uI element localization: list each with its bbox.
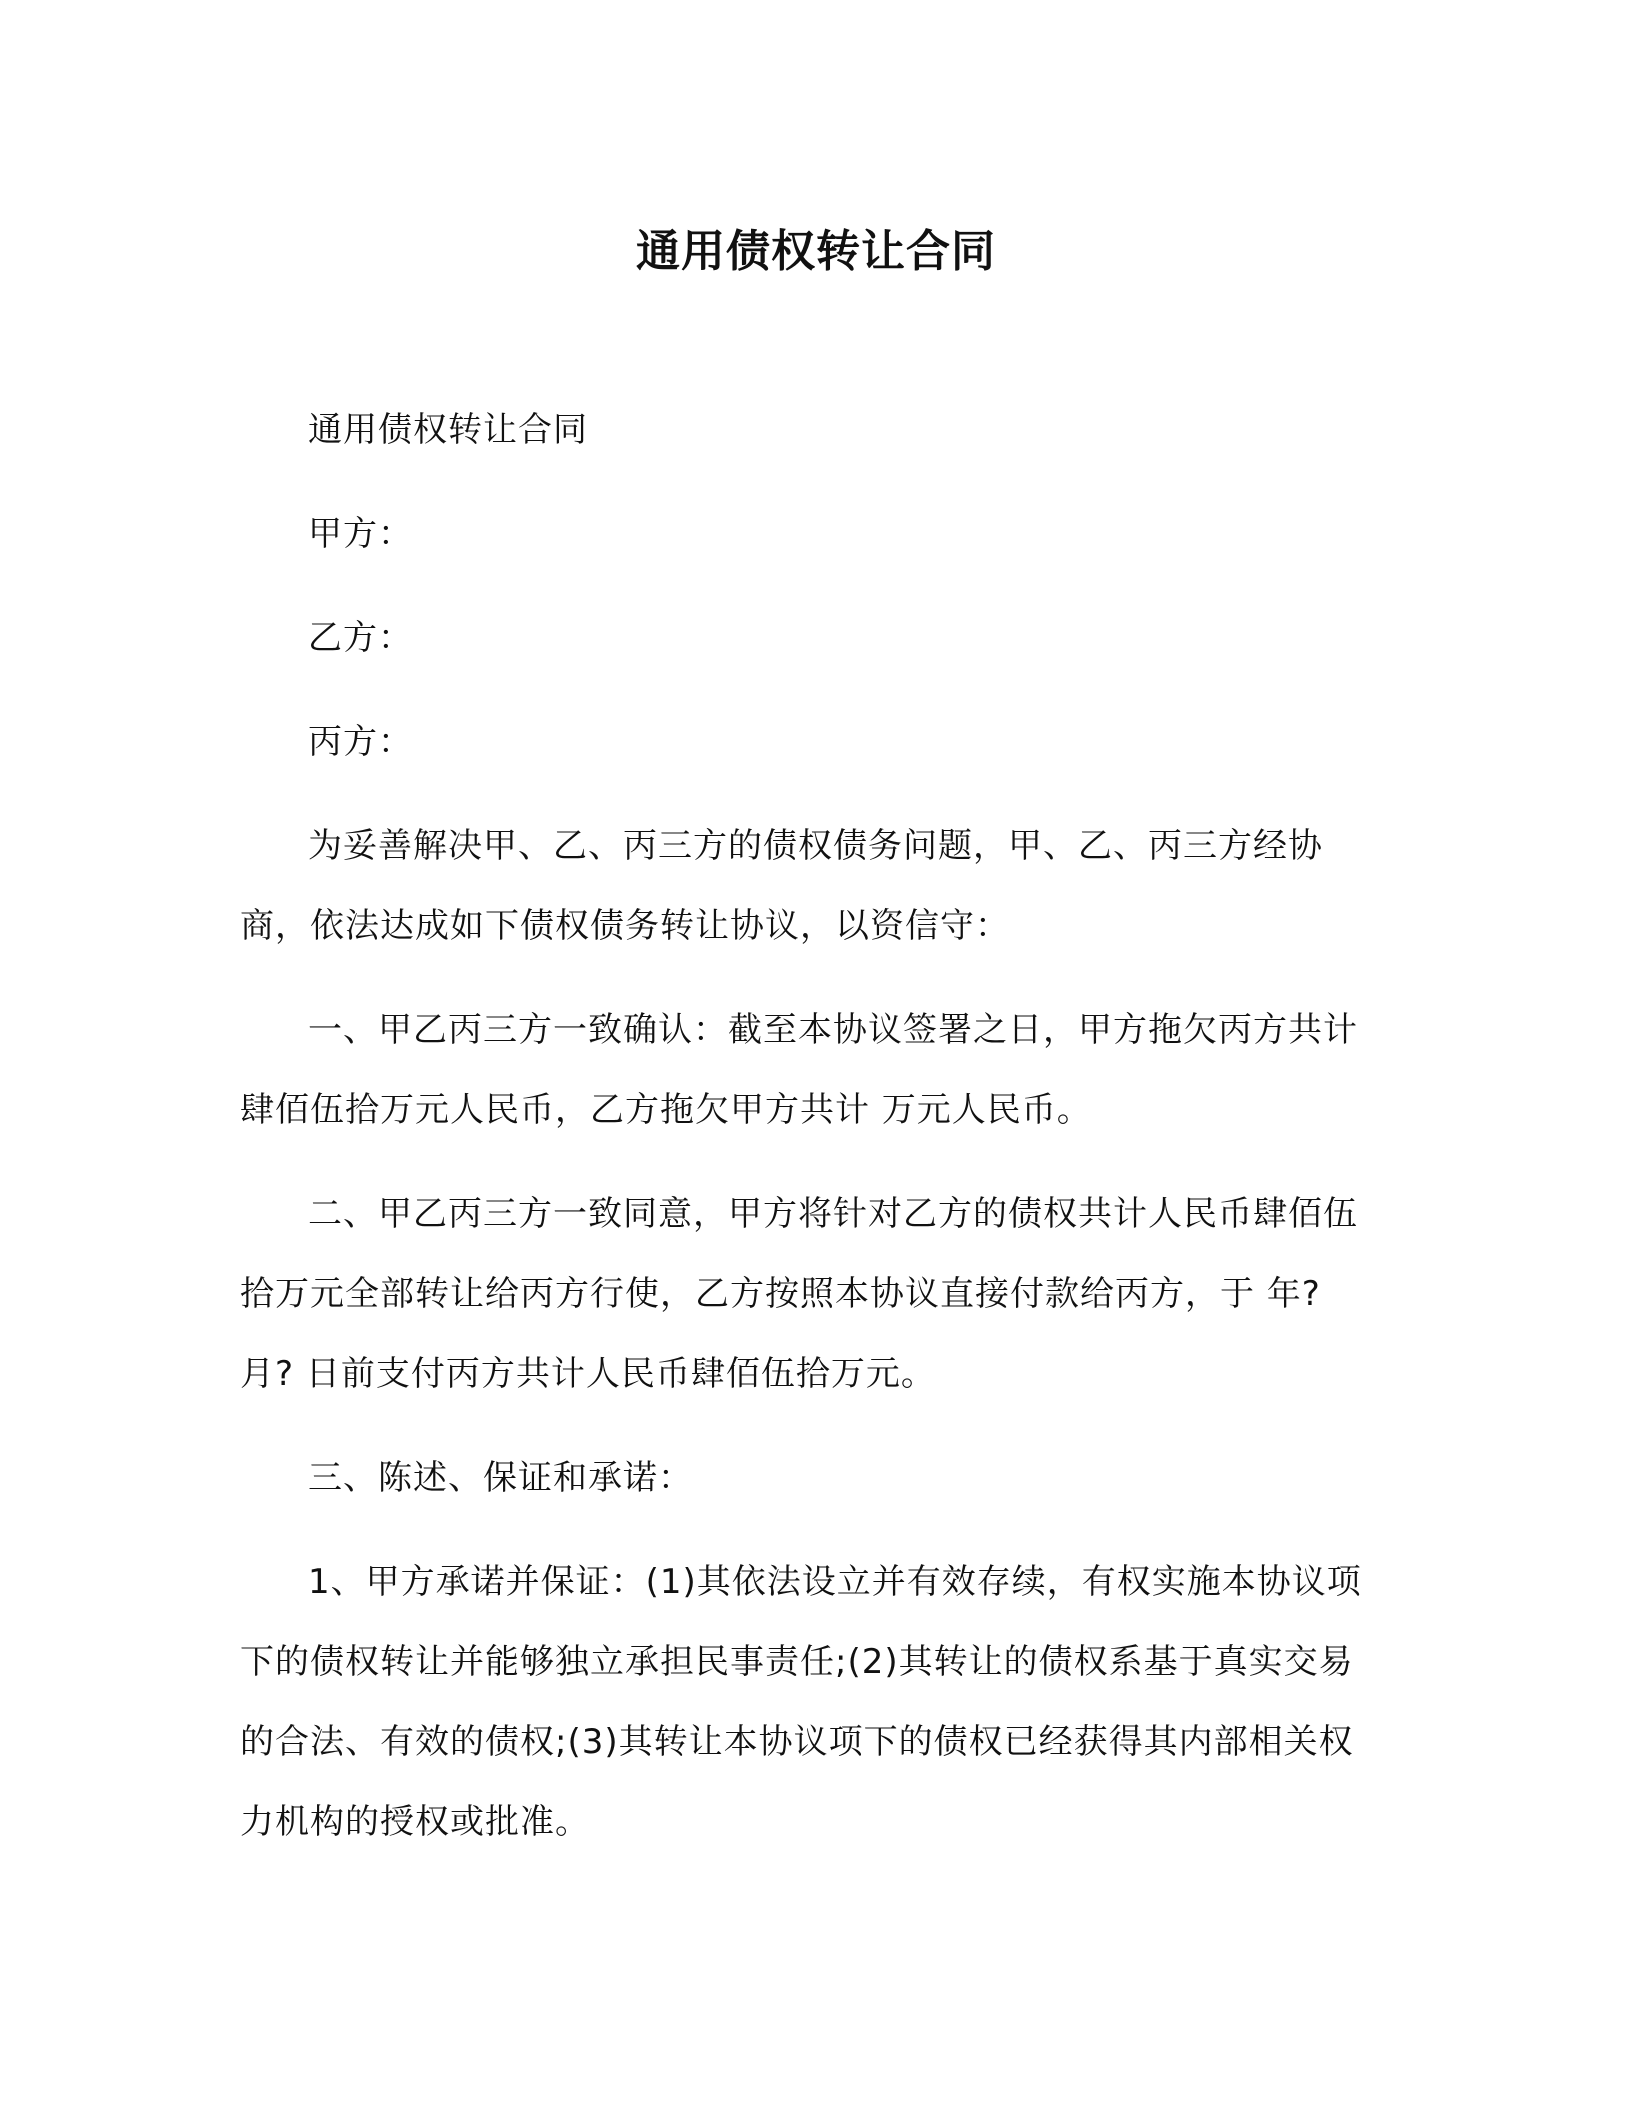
document-body	[240, 390, 1372, 1886]
party-c-field: 丙方：	[308, 722, 413, 762]
clause-2-paragraph: 二、甲乙丙三方一致同意，甲方将针对乙方的债权共计人民币肆佰伍拾万元全部转让给丙方行使，乙方按照本协议直接付款给丙方，于 年? 月? 日前支付丙方共计人民币肆佰伍拾万元。	[240, 1194, 1358, 1394]
clause-3-1-paragraph: 1、甲方承诺并保证：(1)其依法设立并有效存续，有权实施本协议项下的债权转让并能够独立承担民事责任;(2)其转让的债权系基于真实交易的合法、有效的债权;(3)其转让本协议项下的债权已经获得其内部相关权力机构的授权或批准。	[240, 1562, 1362, 1842]
party-b-field: 乙方：	[308, 618, 413, 658]
clause-1-paragraph: 一、甲乙丙三方一致确认：截至本协议签署之日，甲方拖欠丙方共计肆佰伍拾万元人民币，乙方拖欠甲方共计 万元人民币。	[240, 1010, 1358, 1130]
preamble-paragraph: 为妥善解决甲、乙、丙三方的债权债务问题，甲、乙、丙三方经协商，依法达成如下债权债务转让协议，以资信守：	[240, 826, 1323, 946]
document-title: 通用债权转让合同	[636, 226, 996, 277]
clause-3-heading: 三、陈述、保证和承诺：	[308, 1458, 693, 1498]
party-a-field: 甲方：	[308, 514, 413, 554]
body-heading: 通用债权转让合同	[308, 410, 588, 450]
